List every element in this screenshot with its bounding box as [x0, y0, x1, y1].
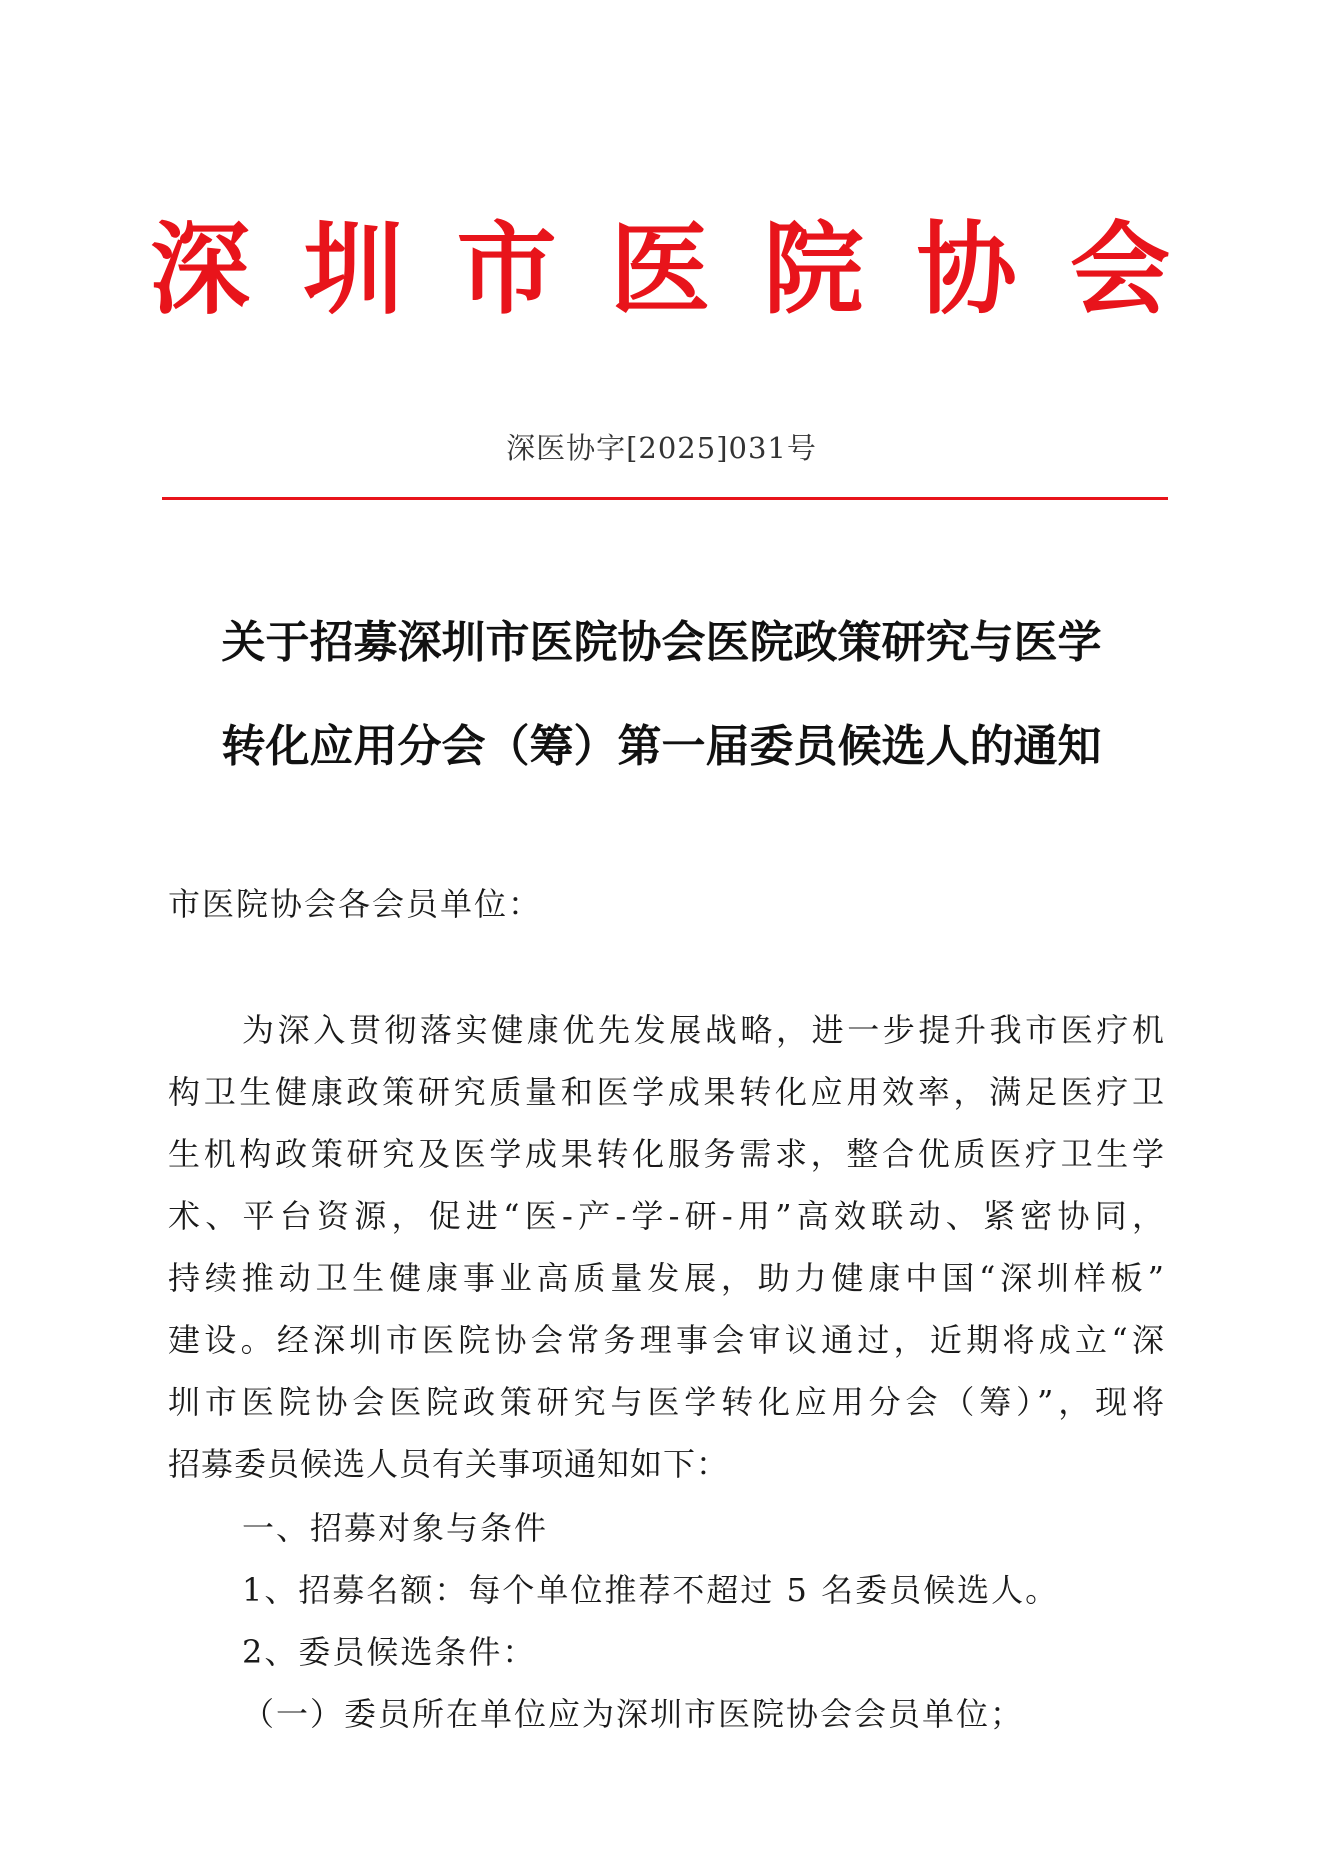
org-name-char: 院 [763, 211, 864, 328]
sub-list-item: （一）委员所在单位应为深圳市医院协会会员单位； [242, 1695, 1025, 1733]
paragraph-line: 为深入贯彻落实健康优先发展战略，进一步提升我市医疗机 [242, 1011, 1164, 1049]
list-item: 2、委员候选条件： [242, 1633, 537, 1671]
paragraph-line: 构卫生健康政策研究质量和医学成果转化应用效率，满足医疗卫 [168, 1073, 1164, 1111]
list-item: 1、招募名额：每个单位推荐不超过 5 名委员候选人。 [242, 1571, 1060, 1609]
paragraph-line: 持续推动卫生健康事业高质量发展，助力健康中国“深圳样板” [168, 1259, 1164, 1297]
section-heading: 一、招募对象与条件 [242, 1509, 549, 1547]
document-number: 深医协字[2025]031号 [506, 431, 817, 465]
organization-name-header [150, 211, 1170, 328]
org-name-char: 市 [456, 211, 557, 328]
org-name-char: 会 [1069, 211, 1170, 328]
paragraph-line: 招募委员候选人员有关事项通知如下： [168, 1445, 730, 1483]
paragraph-line: 生机构政策研究及医学成果转化服务需求，整合优质医疗卫生学 [168, 1135, 1164, 1173]
org-name-char: 圳 [303, 211, 404, 328]
header-divider [162, 497, 1168, 500]
org-name-char: 协 [916, 211, 1017, 328]
paragraph-line: 术、平台资源，促进“医-产-学-研-用”高效联动、紧密协同， [168, 1197, 1164, 1235]
paragraph-line: 圳市医院协会医院政策研究与医学转化应用分会（筹）”，现将 [168, 1383, 1164, 1421]
document-title-line-2: 转化应用分会（筹）第一届委员候选人的通知 [221, 721, 1102, 772]
org-name-char: 深 [150, 211, 250, 328]
document-title-line-1: 关于招募深圳市医院协会医院政策研究与医学 [221, 617, 1102, 668]
salutation: 市医院协会各会员单位： [168, 885, 543, 923]
paragraph-line: 建设。经深圳市医院协会常务理事会审议通过，近期将成立“深 [168, 1321, 1164, 1359]
org-name-char: 医 [609, 211, 710, 328]
